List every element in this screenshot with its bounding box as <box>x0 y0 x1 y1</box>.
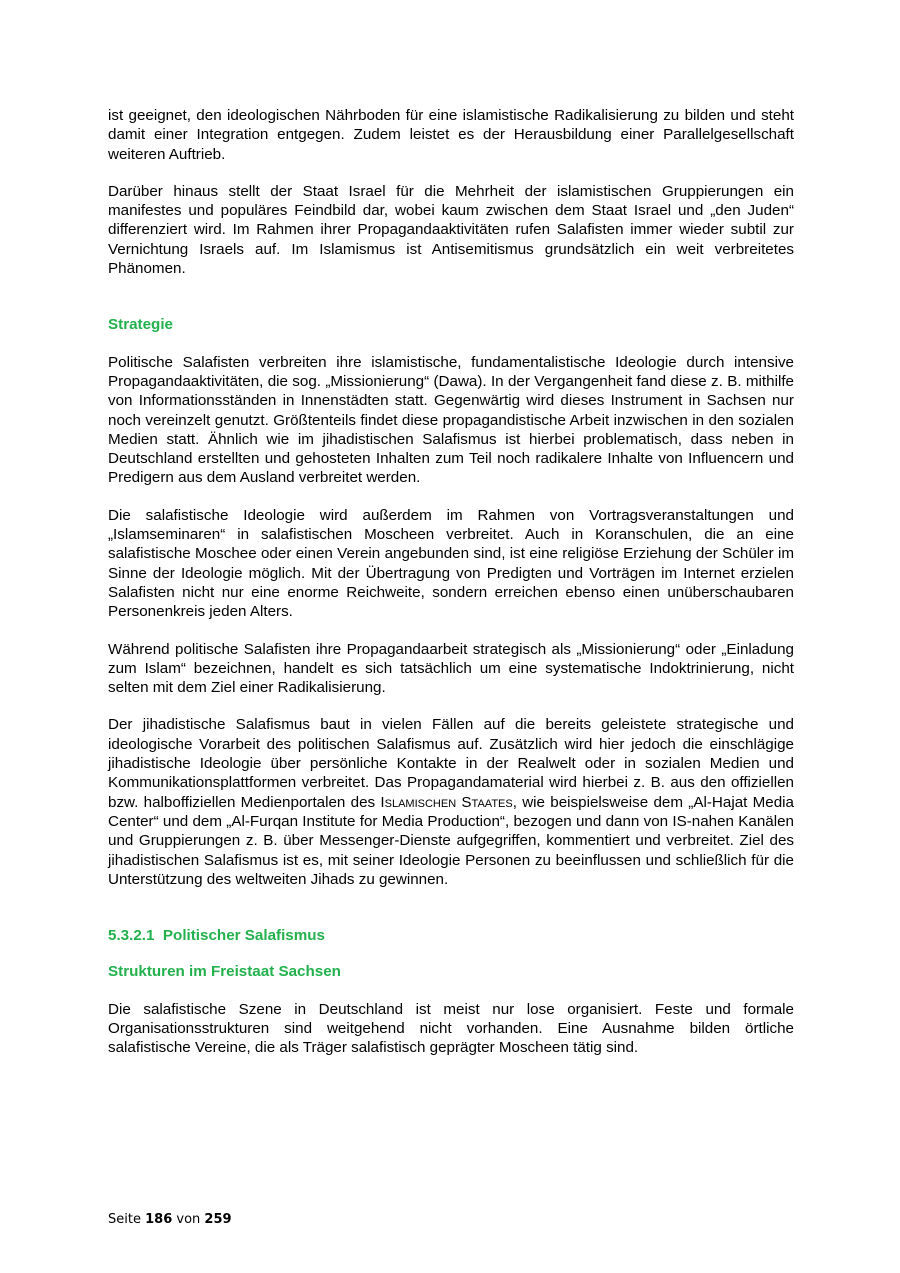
footer-total-pages: 259 <box>204 1212 232 1227</box>
heading-strukturen: Strukturen im Freistaat Sachsen <box>108 963 341 981</box>
footer-current-page: 186 <box>145 1212 173 1227</box>
section-number: 5.3.2.1 <box>108 927 155 945</box>
paragraph-jihadist-text-after: , wie beispielsweise dem „Al-Hajat Media Center“ und dem „Al-Furqan Institute for Media Production“, bezogen und dann von IS-nahen Kanälen und Gruppierungen z. B. über Messenger-Dienste aufgegriffen, kommentiert und verbreitet. Ziel des jihadistischen Salafismus ist es, mit seiner Ideologie Personen zu beeinflussen und schließlich für die Unterstützung des weltweiten Jihads zu gewinnen. <box>108 793 794 888</box>
paragraph-jihadist-salafism <box>108 715 794 889</box>
paragraph-ideology-spread: Die salafistische Ideologie wird außerdem im Rahmen von Vortragsveranstaltungen und „Islamseminaren“ in salafistischen Moscheen verbreitet. Auch in Koranschulen, die an eine salafistische Moschee oder einen Verein angebunden sind, ist eine religiöse Erziehung der Schüler im Sinne der Ideologie möglich. Mit der Übertragung von Predigten und Vorträgen im Internet erzielen Salafisten nicht nur eine enorme Reichweite, sondern erreichen ebenso einen unüberschaubaren Personenkreis jeden Alters. <box>108 506 794 621</box>
paragraph-missionierung: Während politische Salafisten ihre Propagandaarbeit strategisch als „Missionierung“ oder „Einladung zum Islam“ bezeichnen, handelt es sich tatsächlich um eine systematische Indoktrinierung, nicht selten mit dem Ziel einer Radikalisierung. <box>108 640 794 697</box>
paragraph-radicalization: ist geeignet, den ideologischen Nährboden für eine islamistische Radikalisierung zu bilden und steht damit einer Integration entgegen. Zudem leistet es der Herausbildung einer Parallelgesellschaft weiteren Auftrieb. <box>108 107 794 163</box>
heading-strategie: Strategie <box>108 316 173 334</box>
paragraph-israel: Darüber hinaus stellt der Staat Israel für die Mehrheit der islamistischen Gruppierungen ein manifestes und populäres Feindbild dar, wobei kaum zwischen dem Staat Israel und „den Juden“ differenziert wird. Im Rahmen ihrer Propagandaaktivitäten rufen Salafisten immer wieder subtil zur Vernichtung Israels auf. Im Islamismus ist Antisemitismus grundsätzlich ein weit verbreitetes Phänomen. <box>108 182 794 278</box>
page-footer <box>108 1212 232 1227</box>
islamic-state-name: Islamischen Staates <box>380 793 513 811</box>
document-page <box>108 106 794 1058</box>
footer-middle: von <box>176 1212 201 1227</box>
section-title: Politischer Salafismus <box>162 927 325 945</box>
paragraph-jihadist-text-before: Der jihadistische Salafismus baut in vielen Fällen auf die bereits geleistete strategische und ideologische Vorarbeit des politischen Salafismus auf. Zusätzlich wird hier jedoch die einschlägige jihadistische Ideologie über persönliche Kontakte in der Realwelt oder in sozialen Medien und Kommunikationsplattformen verbreitet. Das Propagandamaterial wird hierbei z. B. aus den offiziellen bzw. halboffiziellen Medienportalen des <box>108 716 794 811</box>
paragraph-propaganda: Politische Salafisten verbreiten ihre islamistische, fundamentalistische Ideologie durch intensive Propagandaaktivitäten, die sog. „Missionierung“ (Dawa). In der Vergangenheit fand diese z. B. mithilfe von Informationsständen in Innenstädten statt. Gegenwärtig wird dieses Instrument in Sachsen nur noch vereinzelt genutzt. Größtenteils findet diese propagandistische Arbeit inzwischen in den sozialen Medien statt. Ähnlich wie im jihadistischen Salafismus ist hierbei problematisch, dass neben in Deutschland erstellten und gehosteten Inhalten zum Teil noch radikalere Inhalte von Influencern und Predigern aus dem Ausland verbreitet werden. <box>108 353 794 487</box>
paragraph-szene-organisation: Die salafistische Szene in Deutschland ist meist nur lose organisiert. Feste und formale Organisationsstrukturen sind weitgehend nicht vorhanden. Eine Ausnahme bilden örtliche salafistische Vereine, die als Träger salafistisch geprägter Moscheen tätig sind. <box>108 1000 794 1057</box>
heading-section-politischer-salafismus <box>108 926 794 945</box>
footer-prefix: Seite <box>108 1212 141 1227</box>
